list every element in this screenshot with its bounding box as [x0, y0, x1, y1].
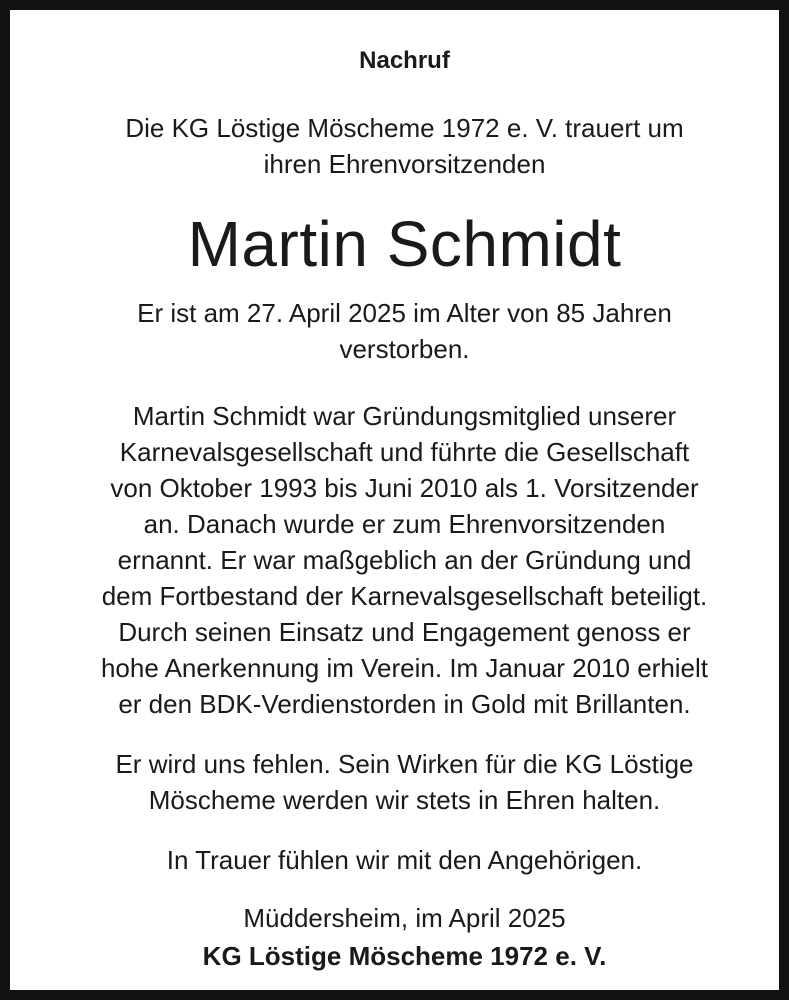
bio-line: Martin Schmidt war Gründungsmitglied unserer	[132, 401, 677, 431]
intro-text	[20, 110, 789, 182]
death-line: Er ist am 27. April 2025 im Alter von 85 Jahren	[137, 298, 672, 328]
bio-line: ernannt. Er war maßgeblich an der Gründung und	[117, 545, 692, 575]
deceased-name: Martin Schmidt	[187, 208, 622, 280]
condolence-text: In Trauer fühlen wir mit den Angehörigen.	[166, 845, 643, 875]
place-date: Müddersheim, im April 2025	[243, 903, 566, 933]
bio-line: von Oktober 1993 bis Juni 2010 als 1. Vorsitzender	[110, 473, 699, 503]
intro-line: ihren Ehrenvorsitzenden	[263, 149, 546, 179]
bio-line: hohe Anerkennung im Verein. Im Januar 2010 erhielt	[100, 653, 709, 683]
bio-line: dem Fortbestand der Karnevalsgesellschaft beteiligt.	[101, 581, 708, 611]
signature: KG Löstige Möscheme 1972 e. V.	[202, 941, 607, 971]
notice-heading: Nachruf	[359, 47, 450, 74]
bio-line: Karnevalsgesellschaft und führte die Gesellschaft	[119, 437, 690, 467]
death-line: verstorben.	[339, 334, 470, 364]
intro-line: Die KG Löstige Möscheme 1972 e. V. trauert um	[125, 113, 684, 143]
bio-line: er den BDK-Verdienstorden in Gold mit Brillanten.	[118, 689, 691, 719]
bio-line: Durch seinen Einsatz und Engagement genoss er	[118, 617, 691, 647]
remembrance-paragraph	[20, 746, 789, 818]
death-statement	[20, 295, 789, 367]
remembrance-line: Er wird uns fehlen. Sein Wirken für die KG Löstige	[115, 749, 694, 779]
obituary-content	[20, 20, 789, 1000]
remembrance-line: Möscheme werden wir stets in Ehren halten.	[148, 785, 661, 815]
biography-paragraph	[20, 398, 789, 722]
bio-line: an. Danach wurde er zum Ehrenvorsitzenden	[143, 509, 666, 539]
